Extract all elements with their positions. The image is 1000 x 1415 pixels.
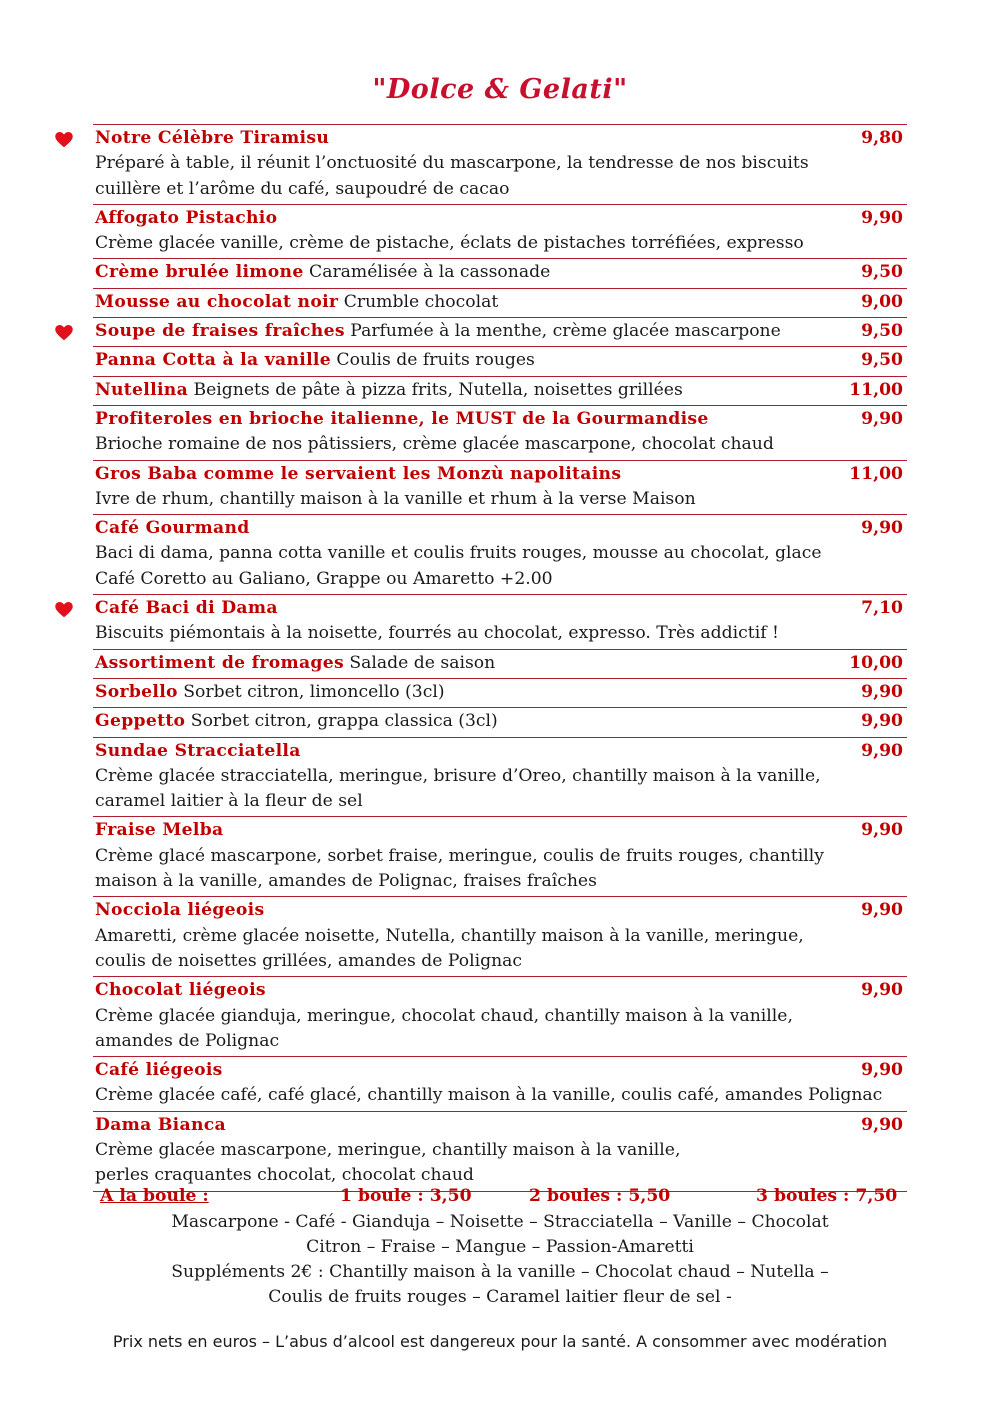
item-name: Notre Célèbre Tiramisu (95, 128, 330, 148)
supplements-line-2: Coulis de fruits rouges – Caramel laitier fleur de sel - (268, 1287, 732, 1307)
menu-item (93, 976, 907, 1056)
item-price: 11,00 (849, 463, 903, 484)
item-description: Biscuits piémontais à la noisette, fourrés au chocolat, expresso. Très addictif ! (95, 623, 779, 644)
item-short-description: Sorbet citron, limoncello (3cl) (177, 681, 445, 702)
item-short-description: Coulis de fruits rouges (330, 350, 535, 371)
menu-item (93, 376, 907, 405)
item-description: caramel laitier à la fleur de sel (95, 791, 363, 812)
dessert-menu-list (93, 124, 907, 1192)
item-description: Café Coretto au Galiano, Grappe ou Amaretto +2.00 (95, 568, 553, 589)
item-price: 7,10 (861, 598, 903, 619)
menu-item (93, 258, 907, 287)
menu-item (93, 288, 907, 317)
item-description: perles craquantes chocolat, chocolat chaud (95, 1165, 474, 1186)
item-name: Profiteroles en brioche italienne, le MUST de la Gourmandise (95, 408, 709, 429)
item-name: Panna Cotta à la vanille (95, 350, 331, 371)
item-price: 9,90 (861, 740, 903, 761)
item-description: Crème glacée gianduja, meringue, chocolat chaud, chantilly maison à la vanille, (95, 1005, 793, 1026)
item-price: 9,90 (861, 408, 903, 429)
item-price: 9,90 (861, 681, 903, 702)
heart-icon (55, 132, 73, 148)
item-short-description: Caramélisée à la cassonade (303, 262, 551, 283)
scoop-label: A la boule : (100, 1186, 209, 1206)
item-name: Fraise Melba (95, 820, 224, 841)
menu-title: "Dolce & Gelati" (372, 74, 628, 105)
item-name: Sorbello (95, 681, 178, 702)
menu-item (93, 816, 907, 896)
menu-item (93, 514, 907, 594)
menu-item (93, 346, 907, 375)
two-scoops-price: 2 boules : 5,50 (529, 1186, 671, 1206)
item-price: 9,90 (861, 518, 903, 539)
item-name: Dama Bianca (95, 1114, 226, 1135)
item-price: 9,90 (861, 711, 903, 732)
item-name: Crème brulée limone (95, 262, 304, 283)
item-short-description: Salade de saison (343, 652, 496, 673)
menu-item (93, 460, 907, 515)
item-name: Café liégeois (95, 1060, 223, 1081)
item-name: Café Baci di Dama (95, 598, 278, 619)
menu-item (93, 707, 907, 736)
item-description: Crème glacé mascarpone, sorbet fraise, meringue, coulis de fruits rouges, chantilly (95, 845, 825, 866)
menu-item (93, 405, 907, 460)
item-description: Crème glacée stracciatella, meringue, brisure d’Oreo, chantilly maison à la vanille, (95, 765, 821, 786)
menu-item (93, 204, 907, 259)
item-short-description: Beignets de pâte à pizza frits, Nutella, noisettes grillées (188, 379, 683, 400)
item-price: 9,90 (861, 1114, 903, 1135)
item-description: cuillère et l’arôme du café, saupoudré de cacao (95, 178, 510, 199)
menu-item (93, 594, 907, 649)
heart-icon (55, 602, 73, 618)
item-price: 9,50 (861, 350, 903, 371)
item-description: maison à la vanille, amandes de Polignac, fraises fraîches (95, 871, 597, 892)
item-price: 9,90 (861, 1060, 903, 1081)
menu-item (93, 737, 907, 817)
heart-icon (55, 325, 73, 341)
item-price: 9,00 (861, 291, 903, 312)
menu-item (93, 896, 907, 976)
item-name: Gros Baba comme le servaient les Monzù napolitains (95, 463, 622, 484)
item-name: Chocolat liégeois (95, 980, 266, 1001)
menu-item (93, 1056, 907, 1111)
item-price: 11,00 (849, 379, 903, 400)
item-description: amandes de Polignac (95, 1030, 280, 1051)
one-scoop-price: 1 boule : 3,50 (340, 1186, 472, 1206)
item-description: Baci di dama, panna cotta vanille et coulis fruits rouges, mousse au chocolat, glace (95, 543, 822, 564)
item-short-description: Sorbet citron, grappa classica (3cl) (185, 711, 498, 732)
item-description: Ivre de rhum, chantilly maison à la vanille et rhum à la verse Maison (95, 488, 696, 509)
three-scoops-price: 3 boules : 7,50 (756, 1186, 898, 1206)
item-description: Préparé à table, il réunit l’onctuosité du mascarpone, la tendresse de nos biscuits (95, 153, 809, 174)
item-description: Amaretti, crème glacée noisette, Nutella, chantilly maison à la vanille, meringue, (95, 925, 804, 946)
menu-item (93, 649, 907, 678)
item-short-description: Crumble chocolat (338, 291, 499, 312)
supplements-line-1: Suppléments 2€ : Chantilly maison à la vanille – Chocolat chaud – Nutella – (171, 1262, 829, 1282)
flavors-line-2: Citron – Fraise – Mangue – Passion-Amaretti (306, 1237, 694, 1257)
menu-item (93, 317, 907, 346)
item-name: Assortiment de fromages (95, 652, 344, 673)
item-name: Sundae Stracciatella (95, 740, 301, 761)
item-name: Nocciola liégeois (95, 900, 265, 921)
item-price: 9,90 (861, 980, 903, 1001)
item-price: 9,90 (861, 207, 903, 228)
item-description: Crème glacée vanille, crème de pistache, éclats de pistaches torréfiées, expresso (95, 233, 804, 254)
item-name: Nutellina (95, 379, 189, 400)
item-price: 9,50 (861, 262, 903, 283)
scoop-pricing (100, 1186, 900, 1210)
item-name: Café Gourmand (95, 518, 250, 539)
flavors-line-1: Mascarpone - Café - Gianduja – Noisette – Stracciatella – Vanille – Chocolat (171, 1212, 829, 1232)
item-price: 9,90 (861, 820, 903, 841)
menu-item (93, 678, 907, 707)
item-short-description: Parfumée à la menthe, crème glacée mascarpone (344, 321, 781, 342)
item-price: 9,50 (861, 321, 903, 342)
menu-item (93, 1111, 907, 1192)
item-name: Geppetto (95, 711, 186, 732)
item-name: Affogato Pistachio (95, 207, 278, 228)
item-price: 10,00 (849, 652, 903, 673)
item-name: Soupe de fraises fraîches (95, 321, 345, 342)
item-price: 9,90 (861, 900, 903, 921)
item-price: 9,80 (861, 128, 903, 148)
legal-footer: Prix nets en euros – L’abus d’alcool est dangereux pour la santé. A consommer avec modération (112, 1332, 888, 1351)
menu-item (93, 124, 907, 204)
item-description: Crème glacée mascarpone, meringue, chantilly maison à la vanille, (95, 1139, 681, 1160)
item-description: Brioche romaine de nos pâtissiers, crème glacée mascarpone, chocolat chaud (95, 434, 774, 455)
item-description: Crème glacée café, café glacé, chantilly maison à la vanille, coulis café, amandes Polignac (95, 1085, 883, 1106)
item-description: coulis de noisettes grillées, amandes de Polignac (95, 950, 523, 971)
item-name: Mousse au chocolat noir (95, 291, 339, 312)
